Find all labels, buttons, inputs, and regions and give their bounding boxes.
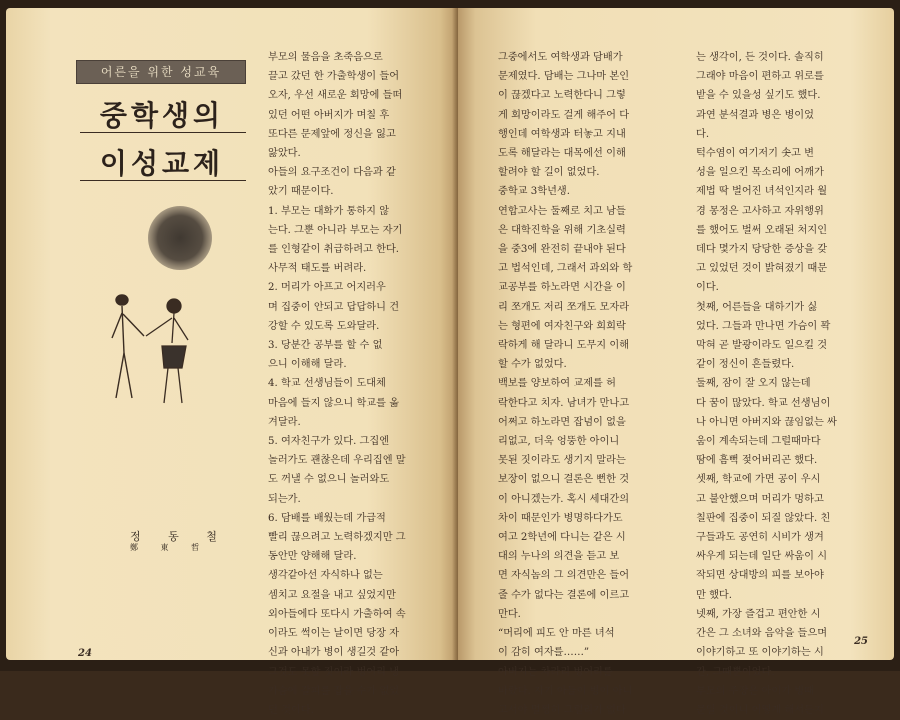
text-line: 고 있었던 것이 밝혀졌기 때문	[696, 263, 828, 275]
text-line: 또다른 문제앞에 정신을 잃고	[268, 128, 396, 140]
text-line: 았기 때문이다.	[268, 186, 334, 198]
text-line: 리없고, 더욱 엉뚱한 아이니	[498, 436, 620, 448]
author-name: 정 동 철	[130, 530, 229, 543]
text-line: 대의 누나의 의견을 듣고 보	[498, 551, 620, 563]
text-line: 고서야 멀쩡히 그럴리가 없다	[498, 704, 626, 716]
text-line: 바랐다. 자기 아들이 병이 아니	[498, 685, 633, 697]
text-line: 끌고 갔던 한 가출학생이 들어	[268, 71, 400, 83]
text-line: 이야기하고 또 이야기하는 시	[696, 647, 824, 659]
text-line: 줄 수가 없다는 결론에 이르고	[498, 589, 630, 601]
text-line: 을 중3에 완전히 끝내야 된다	[498, 244, 626, 256]
text-line: 할려야 할 길이 없었다.	[498, 167, 600, 179]
text-line: 이 감히 여자를……”	[498, 647, 590, 659]
text-line: 락하게 해 달라니 도무지 이해	[498, 340, 630, 352]
text-line: 되는가.	[268, 493, 301, 505]
text-line: 작되면 상대방의 피를 보아야	[696, 570, 824, 582]
text-line: 받을 수 있을성 싶기도 했다.	[696, 90, 821, 102]
text-line: 못된 짓이라도 생기지 말라는	[498, 455, 626, 467]
title-divider	[80, 132, 246, 133]
text-line: 빨리 끊으려고 노력하겠지만 그	[268, 532, 406, 544]
text-line: 이라도 썩이는 날이면 당장 자	[268, 628, 400, 640]
dark-sun-shape	[148, 206, 212, 270]
text-line: 이다.	[696, 282, 719, 294]
text-line: 중학교 3학년생.	[498, 186, 571, 198]
text-line: 칠판에 집중이 되질 않았다. 친	[696, 512, 831, 524]
text-line: 첫째, 어른들을 대하기가 싫	[696, 301, 818, 313]
text-line: 어쩌고 하노라면 잡념이 없을	[498, 416, 626, 428]
text-line: 연합고사는 둘째로 치고 남들	[498, 205, 626, 217]
text-line: 이 아니겠는가. 혹시 세대간의	[498, 493, 630, 505]
text-line: 셋째, 학교에 가면 공이 우시	[696, 474, 821, 486]
text-line: 를 했어도 벌써 오래된 처지인	[696, 224, 828, 236]
text-line: 과연 분석결과 병은 병이었	[696, 109, 814, 121]
text-line: 싸우게 되는데 일단 싸움이 시	[696, 551, 828, 563]
right-body-column-1	[498, 48, 698, 720]
text-line: 마음에 들지 않으니 학교를 옮	[268, 397, 400, 409]
text-line: 었다. 그들과 만나면 가슴이 꽉	[696, 320, 831, 332]
text-line: 턱수염이 여기저기 솟고 변	[696, 148, 814, 160]
text-line: 이 끊겠다고 노력한다니 그렇	[498, 90, 626, 102]
text-line: 5. 여자친구가 있다. 그집엔	[268, 436, 390, 448]
text-line: 문일 것이니 어떻게 해서든지	[696, 704, 824, 716]
text-line: 아버지는 차라리 벙어리를	[498, 666, 613, 678]
text-line: 외아들에다 또다시 가출하여 속	[268, 608, 406, 620]
left-page	[6, 8, 458, 716]
text-line: 오자, 우선 새로운 회망에 들떠	[268, 90, 403, 102]
text-line: 문제였다. 담배는 그나마 본인	[498, 71, 630, 83]
text-line: 만 했다.	[696, 589, 732, 601]
text-line: 으니 이해해 달라.	[268, 359, 347, 371]
text-line: 여고 2학년에 다니는 같은 시	[498, 532, 626, 544]
text-line: 면 자식놈의 그 의견만은 들어	[498, 570, 630, 582]
text-line: 백보를 양보하여 교제를 허	[498, 378, 616, 390]
text-line: 그것도 못할 짓이라 벙어리 냉	[268, 666, 400, 678]
text-line: 보장이 없으니 결론은 뻔한 것	[498, 474, 630, 486]
left-body-column	[268, 48, 458, 720]
couple-illustration	[102, 208, 242, 448]
text-line: 아들의 요구조건이 다음과 같	[268, 167, 396, 179]
text-line: 놀러가도 괜찮은데 우리집엔 말	[268, 455, 406, 467]
text-line: 그래야 마음이 편하고 위로를	[696, 71, 824, 83]
page-number-right: 25	[854, 636, 868, 647]
text-line: 부모의 주장은 아이가 병때	[696, 685, 814, 697]
text-line: 부모의 물음을 초죽음으로	[268, 52, 383, 63]
text-line: 앓았다.	[268, 148, 301, 160]
text-line: 다.	[696, 128, 710, 140]
text-line: 그중에서도 여학생과 담배가	[498, 52, 623, 63]
text-line: 1. 부모는 대화가 통하지 않	[268, 205, 390, 217]
text-line: 는 생각이, 든 것이다. 솔직히	[696, 52, 824, 63]
text-line: 3. 당분간 공부를 할 수 없	[268, 340, 383, 352]
text-line: 동안만 양해해 달라.	[268, 551, 357, 563]
text-line: 은 대학진학을 위해 기초실력	[498, 224, 626, 236]
text-line: 제법 딱 벌어진 녀석인지라 월	[696, 186, 828, 198]
text-line: 고 불안했으며 머리가 멍하고	[696, 493, 824, 505]
article-title-line2: 이성교제	[99, 147, 225, 180]
text-line: 6. 담배를 배웠는데 가급적	[268, 512, 386, 524]
article-title-line1: 중학생의	[99, 99, 225, 132]
text-line: 만다.	[498, 608, 521, 620]
boy-figure	[112, 295, 144, 398]
text-line: 락한다고 치자. 남녀가 만나고	[498, 397, 630, 409]
text-line: 고 법석인데, 그래서 과외와 학	[498, 263, 633, 275]
text-line: 간, 그때뿐이었다.	[696, 666, 775, 678]
text-line: 겨달라.	[268, 416, 301, 428]
text-line: 할 수가 없었다.	[498, 359, 567, 371]
text-line: 데다 몇가지 당당한 증상을 갖	[696, 244, 828, 256]
text-line: 차이 때문인가 병명하다가도	[498, 512, 623, 524]
text-line: 던 것이다.	[268, 704, 314, 716]
title-divider	[80, 180, 246, 181]
text-line: 둘째, 잠이 잘 오지 않는데	[696, 378, 811, 390]
text-line: 움이 계속되는데 그럴때마다	[696, 436, 821, 448]
text-line: 간은 그 소녀와 음악을 들으며	[696, 628, 828, 640]
text-line: 가슴에 갈피를 잡을 수가 없었	[268, 685, 400, 697]
text-line: “머리에 피도 안 마른 녀석	[498, 628, 615, 640]
text-line: 셈치고 요절을 내고 싶었지만	[268, 589, 396, 601]
text-line: 같이 정신이 흔들렸다.	[696, 359, 795, 371]
text-line: 넷째, 가장 즐겁고 편안한 시	[696, 608, 821, 620]
text-line: 막혀 곧 발광이라도 일으킬 것	[696, 340, 828, 352]
series-label: 어른을 위한 성교육	[76, 60, 246, 84]
text-line: 행인데 여학생과 터놓고 지내	[498, 128, 626, 140]
text-line: 다 꿈이 많았다. 학교 선생님이	[696, 397, 831, 409]
text-line: 는 형편에 여자친구와 희희락	[498, 320, 626, 332]
text-line: 경 몽정은 고사하고 자위행위	[696, 205, 824, 217]
text-line: 성을 일으킨 목소리에 어깨가	[696, 167, 824, 179]
text-line: 신과 아내가 병이 생길것 같아	[268, 647, 400, 659]
text-line: 2. 머리가 아프고 어지러우	[268, 282, 386, 294]
text-line: 도록 해달라는 대목에선 이해	[498, 148, 626, 160]
text-line: 강할 수 있도록 도와달라.	[268, 320, 380, 332]
text-line: 있던 어떤 아버지가 며칠 후	[268, 109, 390, 121]
text-line: 게 회망이라도 걸게 해주어 다	[498, 109, 630, 121]
right-page	[458, 8, 894, 716]
text-line: 구들과도 공연히 시비가 생겨	[696, 532, 824, 544]
text-line: 나 아니면 아버지와 끊임없는 싸	[696, 416, 837, 428]
author-name-hanja: 鄭 東 哲	[130, 543, 210, 552]
text-line: 교공부를 하노라면 시간을 이	[498, 282, 626, 294]
right-body-column-2	[696, 48, 886, 720]
page-number-left: 24	[78, 648, 92, 659]
text-line: 는다. 그뿐 아니라 부모는 자기	[268, 224, 403, 236]
text-line: 4. 학교 선생님들이 도대체	[268, 378, 386, 390]
text-line: 생각같아선 자식하나 없는	[268, 570, 383, 582]
text-line: 도 꺼낼 수 없으니 놀러와도	[268, 474, 390, 486]
girl-figure	[146, 299, 188, 403]
text-line: 땀에 흠뻑 젖어버리곤 했다.	[696, 455, 818, 467]
text-line: 며 집중이 안되고 답답하니 건	[268, 301, 400, 313]
text-line: 리 쪼개도 저리 쪼개도 모자라	[498, 301, 630, 313]
text-line: 를 인형같이 취급하려고 한다.	[268, 244, 400, 256]
text-line: 사무적 태도를 버려라.	[268, 263, 367, 275]
